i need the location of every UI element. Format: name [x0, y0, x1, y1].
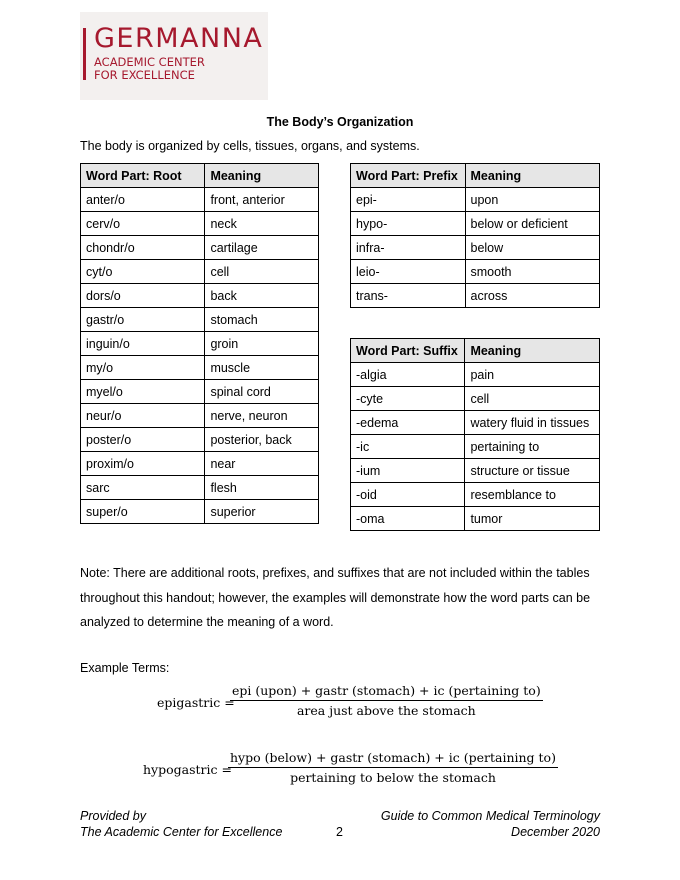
- word-part-cell: hypo-: [351, 212, 466, 236]
- table-row: [81, 380, 319, 404]
- logo-subtitle-line-1: ACADEMIC CENTER: [94, 55, 205, 69]
- word-part-cell: -edema: [351, 411, 465, 435]
- word-part-cell: inguin/o: [81, 332, 205, 356]
- meaning-cell: groin: [205, 332, 319, 356]
- equation-fraction: [230, 683, 543, 718]
- word-part-cell: sarc: [81, 476, 205, 500]
- table-header-row: [81, 164, 319, 188]
- word-part-cell: poster/o: [81, 428, 205, 452]
- meaning-cell: pain: [465, 363, 600, 387]
- word-part-cell: my/o: [81, 356, 205, 380]
- meaning-cell: muscle: [205, 356, 319, 380]
- word-part-cell: -algia: [351, 363, 465, 387]
- table-row: [81, 500, 319, 524]
- page-title: The Body’s Organization: [266, 115, 414, 129]
- logo-name: GERMANNA: [94, 23, 264, 54]
- meaning-cell: resemblance to: [465, 483, 600, 507]
- table-row: [81, 308, 319, 332]
- header-word-part: Word Part: Prefix: [351, 164, 466, 188]
- footer-guide-title: Guide to Common Medical Terminology: [380, 809, 600, 823]
- table-row: [81, 332, 319, 356]
- prefix-table: [350, 163, 600, 308]
- table-row: [81, 356, 319, 380]
- logo-subtitle-line-2: FOR EXCELLENCE: [94, 68, 195, 82]
- word-part-cell: cerv/o: [81, 212, 205, 236]
- meaning-cell: cell: [465, 387, 600, 411]
- meaning-cell: structure or tissue: [465, 459, 600, 483]
- suffix-table: [350, 338, 600, 531]
- table-row: [351, 387, 600, 411]
- table-row: [81, 260, 319, 284]
- word-part-cell: -cyte: [351, 387, 465, 411]
- word-part-cell: leio-: [351, 260, 466, 284]
- meaning-cell: below: [465, 236, 600, 260]
- word-part-cell: -ic: [351, 435, 465, 459]
- meaning-cell: stomach: [205, 308, 319, 332]
- word-part-cell: super/o: [81, 500, 205, 524]
- table-row: [81, 212, 319, 236]
- meaning-cell: below or deficient: [465, 212, 600, 236]
- table-row: [351, 284, 600, 308]
- example-equation-epigastric: [0, 683, 680, 727]
- table-row: [81, 452, 319, 476]
- equation-denominator: pertaining to below the stomach: [290, 770, 496, 785]
- word-part-cell: gastr/o: [81, 308, 205, 332]
- footer-right: [381, 808, 600, 840]
- meaning-cell: flesh: [205, 476, 319, 500]
- word-part-cell: -oid: [351, 483, 465, 507]
- meaning-cell: front, anterior: [205, 188, 319, 212]
- meaning-cell: superior: [205, 500, 319, 524]
- page-number: 2: [336, 825, 343, 839]
- word-part-cell: infra-: [351, 236, 466, 260]
- word-part-cell: chondr/o: [81, 236, 205, 260]
- table-row: [351, 212, 600, 236]
- table-row: [81, 284, 319, 308]
- table-row: [81, 476, 319, 500]
- header-word-part: Word Part: Suffix: [351, 339, 465, 363]
- equation-denominator: area just above the stomach: [296, 703, 476, 718]
- word-part-cell: epi-: [351, 188, 466, 212]
- meaning-cell: watery fluid in tissues: [465, 411, 600, 435]
- header-meaning: Meaning: [465, 339, 600, 363]
- table-header-row: [351, 339, 600, 363]
- germanna-logo: [80, 12, 268, 100]
- equation-fraction: [228, 750, 558, 785]
- meaning-cell: spinal cord: [205, 380, 319, 404]
- table-row: [351, 435, 600, 459]
- example-equation-hypogastric: [0, 750, 680, 794]
- meaning-cell: posterior, back: [205, 428, 319, 452]
- example-terms-label: Example Terms:: [80, 661, 170, 675]
- roots-table: [80, 163, 319, 524]
- table-row: [81, 236, 319, 260]
- footer-provided-by: Provided by: [80, 809, 147, 823]
- equation-numerator: epi (upon) + gastr (stomach) + ic (pertaining to): [230, 683, 543, 701]
- table-row: [81, 188, 319, 212]
- meaning-cell: tumor: [465, 507, 600, 531]
- header-meaning: Meaning: [205, 164, 319, 188]
- table-row: [81, 428, 319, 452]
- table-row: [351, 483, 600, 507]
- meaning-cell: near: [205, 452, 319, 476]
- table-row: [351, 507, 600, 531]
- logo-bar: [83, 28, 86, 80]
- intro-text: The body is organized by cells, tissues, organs, and systems.: [80, 139, 420, 153]
- word-part-cell: trans-: [351, 284, 466, 308]
- equation-numerator: hypo (below) + gastr (stomach) + ic (pertaining to): [228, 750, 558, 768]
- meaning-cell: cartilage: [205, 236, 319, 260]
- equation-term: hypogastric =: [143, 762, 232, 777]
- header-word-part: Word Part: Root: [81, 164, 205, 188]
- meaning-cell: upon: [465, 188, 600, 212]
- meaning-cell: back: [205, 284, 319, 308]
- meaning-cell: pertaining to: [465, 435, 600, 459]
- meaning-cell: neck: [205, 212, 319, 236]
- table-row: [351, 459, 600, 483]
- table-row: [351, 260, 600, 284]
- table-row: [351, 363, 600, 387]
- table-header-row: [351, 164, 600, 188]
- word-part-cell: proxim/o: [81, 452, 205, 476]
- word-part-cell: -ium: [351, 459, 465, 483]
- footer-date: December 2020: [511, 825, 600, 839]
- word-part-cell: myel/o: [81, 380, 205, 404]
- table-row: [351, 411, 600, 435]
- meaning-cell: nerve, neuron: [205, 404, 319, 428]
- table-row: [351, 236, 600, 260]
- note-paragraph: Note: There are additional roots, prefixes, and suffixes that are not included within the tables throughout this handout; however, the examples will demonstrate how the word parts can be analyzed to determine the meaning of a word.: [80, 566, 591, 629]
- meaning-cell: smooth: [465, 260, 600, 284]
- word-part-cell: neur/o: [81, 404, 205, 428]
- header-meaning: Meaning: [465, 164, 600, 188]
- word-part-cell: -oma: [351, 507, 465, 531]
- footer-organization: The Academic Center for Excellence: [80, 825, 283, 839]
- equation-term: epigastric =: [157, 695, 235, 710]
- table-row: [351, 188, 600, 212]
- meaning-cell: cell: [205, 260, 319, 284]
- word-part-cell: dors/o: [81, 284, 205, 308]
- table-row: [81, 404, 319, 428]
- word-part-cell: cyt/o: [81, 260, 205, 284]
- word-part-cell: anter/o: [81, 188, 205, 212]
- meaning-cell: across: [465, 284, 600, 308]
- footer-left: [80, 808, 282, 840]
